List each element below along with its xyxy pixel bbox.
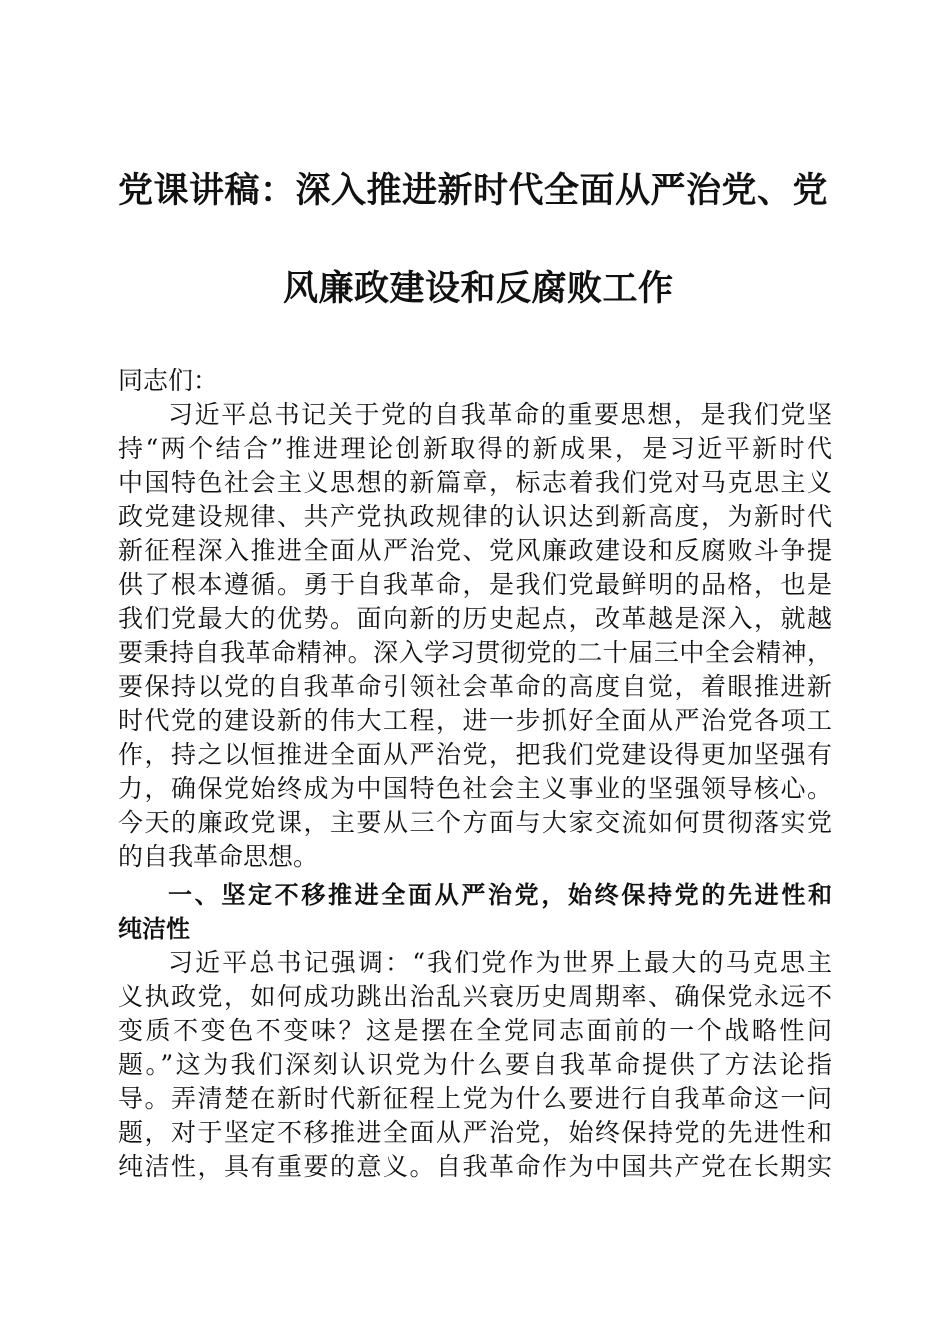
paragraph-line: 作，持之以恒推进全面从严治党，把我们党建设得更加坚强有 (118, 740, 832, 769)
paragraph-line: 纯洁性，具有重要的意义。自我革命作为中国共产党在长期实 (118, 1152, 832, 1181)
paragraph-line: 要保持以党的自我革命引领社会革命的高度自觉，着眼推进新 (118, 672, 832, 701)
paragraph-line: 题。”这为我们深刻认识党为什么要自我革命提供了方法论指 (118, 1050, 832, 1079)
heading-line: 纯洁性 (118, 915, 190, 943)
document-title-line-2: 风廉政建设和反腐败工作 (283, 269, 674, 309)
paragraph-line: 中国特色社会主义思想的新篇章，标志着我们党对马克思主义 (118, 468, 832, 497)
paragraph-line: 力，确保党始终成为中国特色社会主义事业的坚强领导核心。 (118, 774, 832, 803)
paragraph-line: 今天的廉政党课，主要从三个方面与大家交流如何贯彻落实党 (118, 808, 832, 837)
paragraph-line: 导。弄清楚在新时代新征程上党为什么要进行自我革命这一问 (118, 1084, 832, 1113)
salutation: 同志们： (118, 366, 219, 395)
paragraph-line: 时代党的建设新的伟大工程，进一步抓好全面从严治党各项工 (118, 706, 832, 735)
heading-line: 一、坚定不移推进全面从严治党，始终保持党的先进性和 (168, 881, 832, 909)
paragraph-line: 的自我革命思想。 (118, 842, 319, 871)
paragraph-line: 习近平总书记强调：“我们党作为世界上最大的马克思主 (168, 948, 832, 977)
paragraph-2 (118, 946, 832, 1184)
document-title-line-1: 党课讲稿：深入推进新时代全面从严治党、党 (118, 171, 829, 211)
paragraph-line: 持“两个结合”推进理论创新取得的新成果，是习近平新时代 (118, 434, 832, 463)
paragraph-line: 新征程深入推进全面从严治党、党风廉政建设和反腐败斗争提 (118, 536, 832, 565)
paragraph-line: 习近平总书记关于党的自我革命的重要思想，是我们党坚 (168, 400, 832, 429)
paragraph-line: 义执政党，如何成功跳出治乱兴衰历史周期率、确保党永远不 (118, 982, 832, 1011)
paragraph-1 (118, 398, 832, 874)
paragraph-line: 政党建设规律、共产党执政规律的认识达到新高度，为新时代 (118, 502, 832, 531)
paragraph-line: 要秉持自我革命精神。深入学习贯彻党的二十届三中全会精神， (118, 638, 832, 667)
paragraph-line: 题，对于坚定不移推进全面从严治党，始终保持党的先进性和 (118, 1118, 832, 1147)
paragraph-line: 变质不变色不变味？这是摆在全党同志面前的一个战略性问 (118, 1016, 832, 1045)
paragraph-line: 供了根本遵循。勇于自我革命，是我们党最鲜明的品格，也是 (118, 570, 832, 599)
section-heading-1 (118, 878, 832, 946)
paragraph-line: 我们党最大的优势。面向新的历史起点，改革越是深入，就越 (118, 604, 832, 633)
